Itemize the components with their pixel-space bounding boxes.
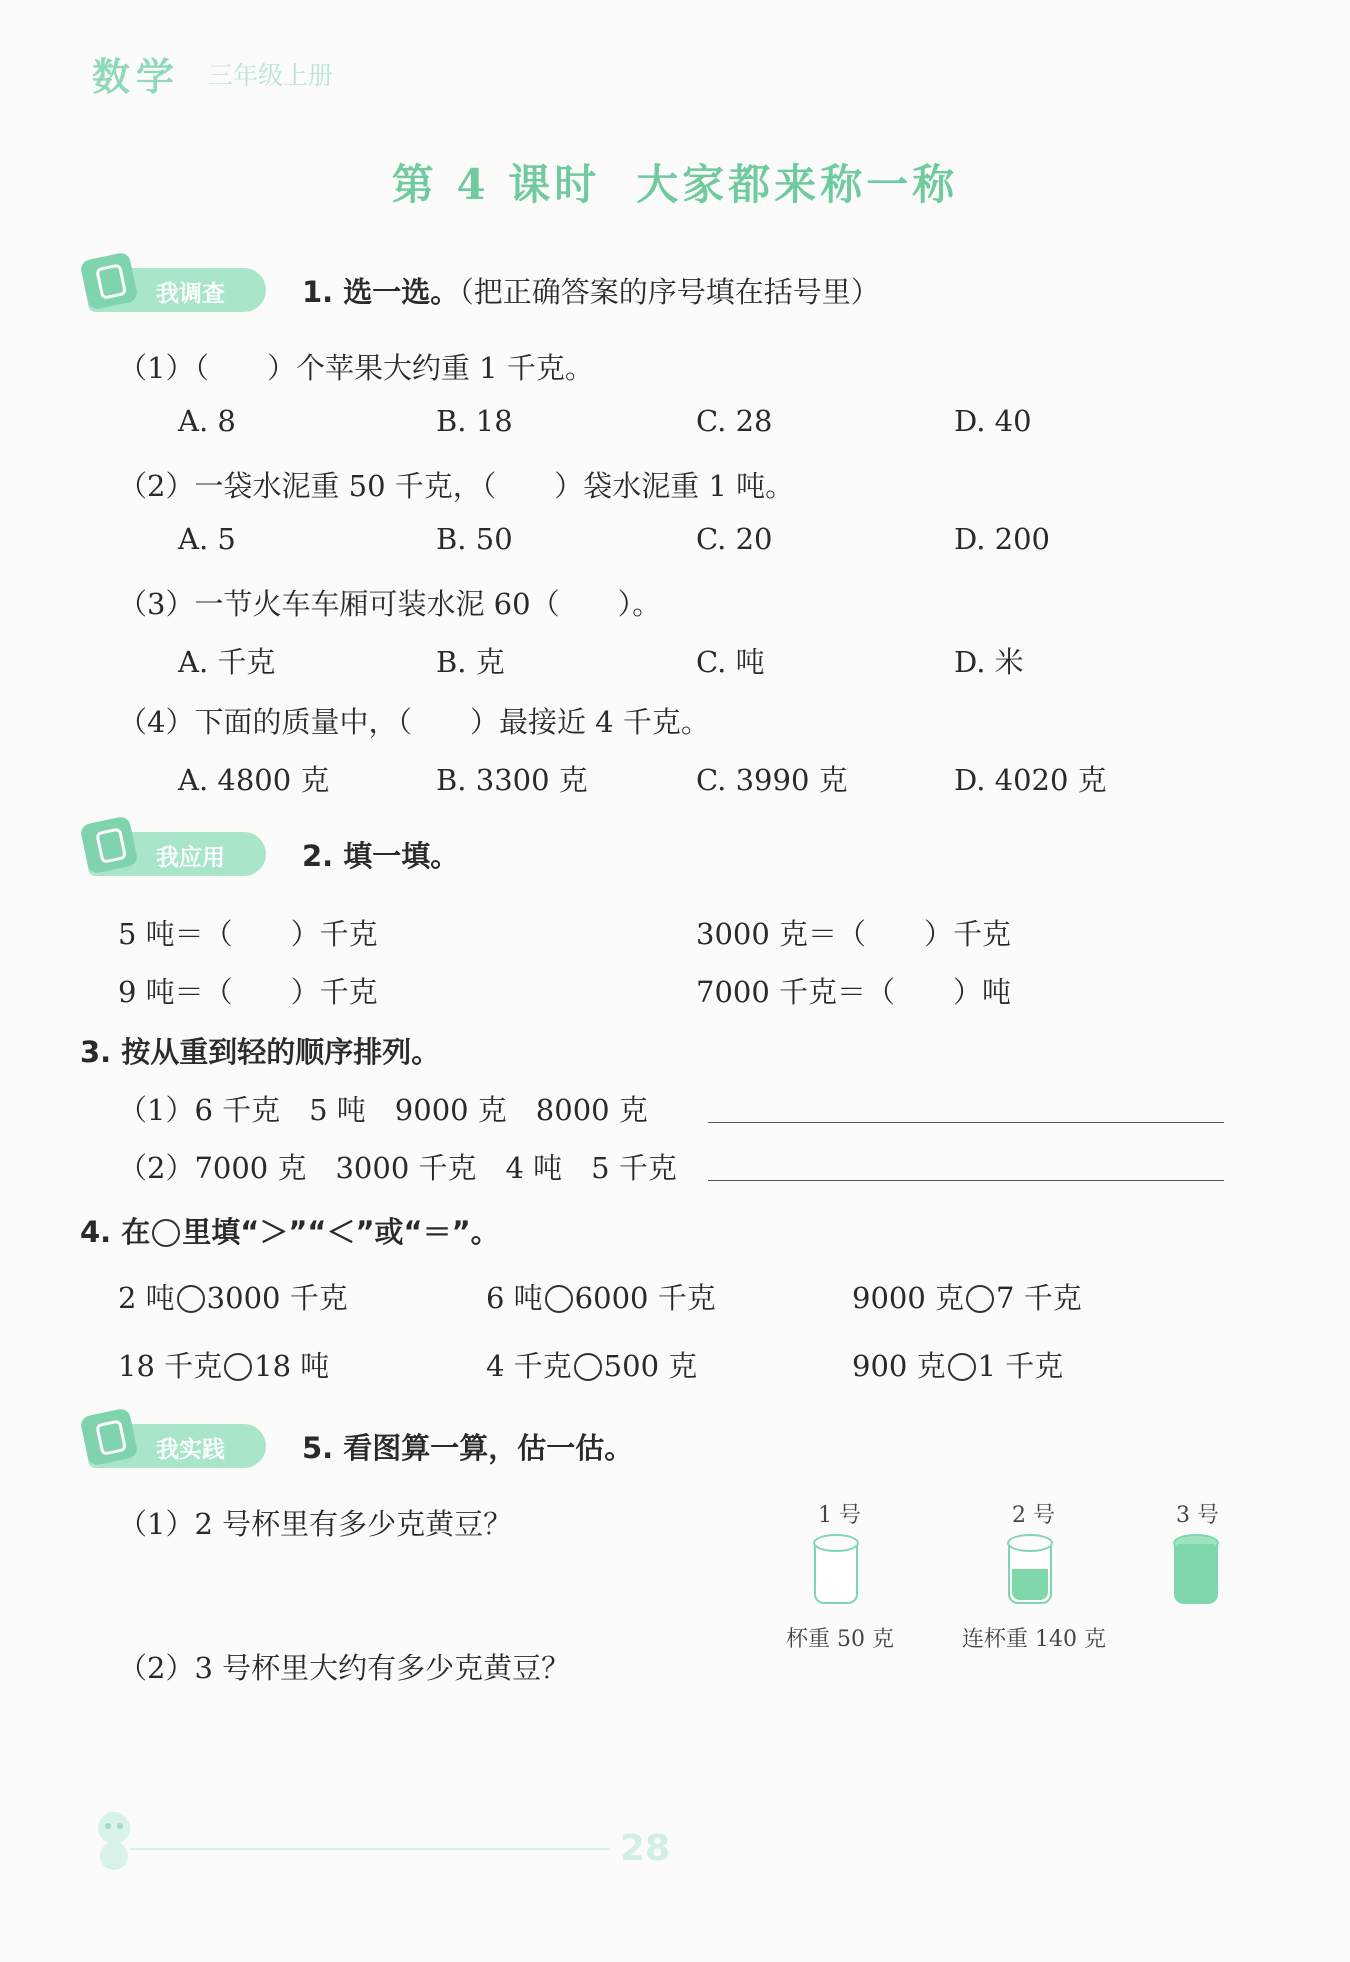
q1-item-3-option-d: D. 米	[954, 645, 1024, 679]
badge-apply-label: 我应用	[156, 845, 225, 871]
q1-item-2-stem: （2）一袋水泥重 50 千克，（ ）袋水泥重 1 吨。	[118, 469, 795, 503]
magnifier-icon	[79, 251, 138, 310]
q2-heading: 2. 填一填。	[302, 839, 460, 873]
q1-item-2-option-b: B. 50	[436, 522, 513, 556]
q2-item-4: 7000 千克＝（ ）吨	[696, 975, 1012, 1009]
cup-1-label: 1 号	[818, 1503, 861, 1528]
q4-item-3	[852, 1276, 1082, 1317]
q2-item-1: 5 吨＝（ ）千克	[118, 917, 378, 951]
lesson-title	[0, 152, 1350, 212]
q4-item-3-left: 9000 克	[852, 1281, 965, 1315]
q1-item-4-stem: （4）下面的质量中，（ ）最接近 4 千克。	[118, 705, 710, 739]
notebook-icon	[79, 815, 138, 874]
q4-heading	[80, 1210, 500, 1251]
cup-1	[814, 1540, 858, 1604]
q4-item-2-left: 6 吨	[486, 1281, 543, 1315]
cup-1-caption: 杯重 50 克	[786, 1627, 894, 1652]
cup-2-caption: 连杯重 140 克	[962, 1627, 1106, 1652]
q1-item-1-option-d: D. 40	[954, 404, 1032, 438]
q5-item-2: （2）3 号杯里大约有多少克黄豆？	[118, 1651, 571, 1685]
q1-item-4-option-a: A. 4800 克	[178, 763, 330, 797]
cup-3-beans	[1178, 1544, 1214, 1600]
q4-item-4	[118, 1344, 329, 1385]
badge-investigate-label: 我调查	[156, 281, 225, 307]
cup-2-label: 2 号	[1012, 1503, 1055, 1528]
q2-item-2: 3000 克＝（ ）千克	[696, 917, 1012, 951]
q1-item-4-option-b: B. 3300 克	[436, 763, 588, 797]
q4-item-3-right: 7 千克	[996, 1281, 1082, 1315]
cup-2-beans	[1012, 1569, 1048, 1600]
compare-circle-6[interactable]	[948, 1353, 976, 1381]
compare-circle-5[interactable]	[574, 1353, 602, 1381]
badge-apply	[88, 832, 266, 876]
badge-practice	[88, 1424, 266, 1468]
circle-icon	[152, 1219, 180, 1247]
cup-3-label: 3 号	[1176, 1503, 1219, 1528]
q4-item-6	[852, 1344, 1063, 1385]
q1-item-1-option-c: C. 28	[696, 404, 773, 438]
q4-item-1-right: 3000 千克	[206, 1281, 348, 1315]
q5-heading: 5. 看图算一算，估一估。	[302, 1431, 634, 1465]
subject-label: 数学	[92, 55, 181, 99]
compare-circle-1[interactable]	[177, 1285, 205, 1313]
q4-item-5-left: 4 千克	[486, 1349, 572, 1383]
q4-item-1-left: 2 吨	[118, 1281, 175, 1315]
q5-item-1: （1）2 号杯里有多少克黄豆？	[118, 1507, 513, 1541]
ruler-icon	[79, 1407, 138, 1466]
q1-instruction: （把正确答案的序号填在括号里）	[459, 275, 880, 309]
q1-item-3-stem: （3）一节火车车厢可装水泥 60（ ）。	[118, 587, 662, 621]
q2-item-3: 9 吨＝（ ）千克	[118, 975, 378, 1009]
q4-item-6-left: 900 克	[852, 1349, 946, 1383]
q1-item-2-option-d: D. 200	[954, 522, 1051, 556]
mascot-icon	[88, 1808, 140, 1874]
compare-circle-4[interactable]	[224, 1353, 252, 1381]
q1-item-2-option-a: A. 5	[178, 522, 236, 556]
q1-item-4-option-c: C. 3990 克	[696, 763, 848, 797]
cup-3	[1174, 1540, 1218, 1604]
cup-2	[1008, 1540, 1052, 1604]
q1-item-1-option-b: B. 18	[436, 404, 513, 438]
q3-item-2: （2）7000 克 3000 千克 4 吨 5 千克	[118, 1151, 677, 1185]
q3-item-1: （1）6 千克 5 吨 9000 克 8000 克	[118, 1093, 648, 1127]
q3-heading: 3. 按从重到轻的顺序排列。	[80, 1035, 441, 1069]
q1-heading: 1. 选一选。	[302, 275, 460, 309]
q4-heading-post: 里填“＞”“＜”或“＝”。	[182, 1215, 500, 1249]
q4-item-5-right: 500 克	[603, 1349, 698, 1383]
q4-item-5	[486, 1344, 697, 1385]
q4-item-6-right: 1 千克	[977, 1349, 1064, 1383]
q3-answer-line-1[interactable]	[708, 1122, 1224, 1123]
compare-circle-3[interactable]	[966, 1285, 994, 1313]
q4-item-2-right: 6000 千克	[574, 1281, 716, 1315]
compare-circle-2[interactable]	[545, 1285, 573, 1313]
q1-item-3-option-c: C. 吨	[696, 645, 765, 679]
badge-practice-label: 我实践	[156, 1437, 225, 1463]
q1-item-4-option-d: D. 4020 克	[954, 763, 1107, 797]
q4-heading-pre: 4. 在	[80, 1215, 151, 1249]
q4-item-2	[486, 1276, 716, 1317]
footer-rule	[130, 1848, 610, 1850]
q3-answer-line-2[interactable]	[708, 1180, 1224, 1181]
q1-item-3-option-b: B. 克	[436, 645, 505, 679]
badge-investigate	[88, 268, 266, 312]
q4-item-4-right: 18 吨	[254, 1349, 330, 1383]
q1-heading-row	[302, 270, 880, 311]
page-number: 28	[620, 1828, 671, 1869]
q1-item-1-option-a: A. 8	[178, 404, 236, 438]
grade-label: 三年级上册	[208, 61, 334, 90]
q4-item-4-left: 18 千克	[118, 1349, 223, 1383]
q4-item-1	[118, 1276, 348, 1317]
q1-item-3-option-a: A. 千克	[178, 645, 276, 679]
lesson-number: 第 4 课时	[391, 160, 601, 209]
lesson-topic: 大家都来称一称	[636, 160, 959, 209]
q1-item-1-stem: （1）（ ）个苹果大约重 1 千克。	[118, 351, 594, 385]
q1-item-2-option-c: C. 20	[696, 522, 773, 556]
